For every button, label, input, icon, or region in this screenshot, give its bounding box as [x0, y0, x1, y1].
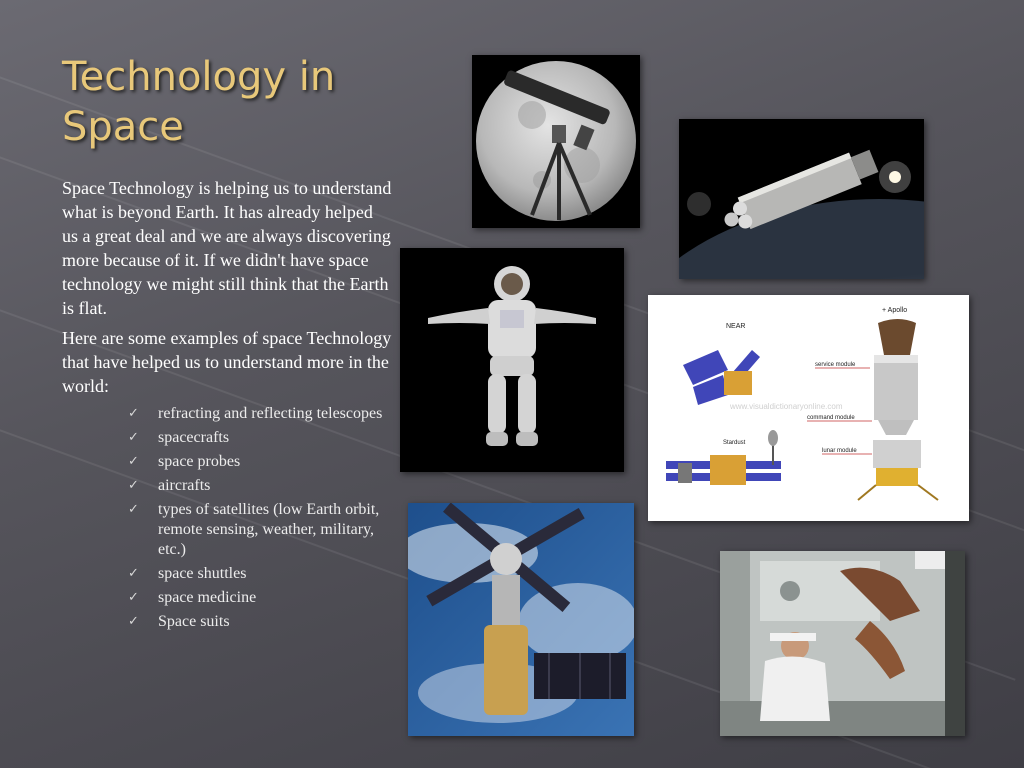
checkmark-icon: ✓	[128, 406, 139, 421]
apollo-spacecraft-icon	[858, 319, 938, 500]
space-medicine-image	[720, 551, 965, 736]
list-item: ✓ space medicine	[128, 589, 257, 606]
checkmark-icon: ✓	[128, 478, 139, 493]
checkmark-icon: ✓	[128, 454, 139, 469]
spacecraft-earth-image	[679, 119, 924, 279]
examples-list	[62, 404, 392, 632]
slide-title: Technology in Space	[62, 54, 336, 150]
list-item: ✓ space shuttles	[128, 565, 247, 582]
list-item: ✓ Space suits	[128, 613, 230, 630]
list-item: ✓ space probes	[128, 453, 241, 470]
spacecraft-diagram-image	[648, 295, 969, 521]
body-text	[62, 176, 392, 636]
astronaut-image	[400, 248, 624, 472]
stardust-probe-icon	[666, 430, 781, 485]
stardust-label: Stardust	[723, 440, 746, 446]
near-label: NEAR	[726, 323, 746, 330]
service-module-label: service module	[815, 362, 856, 368]
list-item: ✓ spacecrafts	[128, 429, 230, 446]
command-module-label: command module	[807, 415, 855, 421]
watermark-label: www.visualdictionaryonline.com	[730, 402, 843, 411]
checkmark-icon: ✓	[128, 614, 139, 629]
telescope-moon-image	[472, 55, 640, 228]
checkmark-icon: ✓	[128, 590, 139, 605]
near-probe-icon	[683, 350, 760, 405]
apollo-label: + Apollo	[882, 307, 908, 314]
checkmark-icon: ✓	[128, 566, 139, 581]
list-item: ✓ aircrafts	[128, 477, 211, 494]
lunar-module-label: lunar module	[822, 448, 857, 454]
examples-paragraph: Here are some examples of space Technology that have helped us to understand more in the world:	[62, 328, 392, 396]
checkmark-icon: ✓	[128, 502, 139, 517]
list-item: ✓ refracting and reflecting telescopes	[128, 405, 383, 422]
list-item: ✓ types of satellites (low Earth orbit, remote sensing, weather, military, etc.)	[128, 501, 380, 558]
space-station-image	[408, 503, 634, 736]
intro-paragraph: Space Technology is helping us to understand what is beyond Earth. It has already helped us a great deal and we are always discovering more because of it. If we didn't have space technology we might still think that the Earth is flat.	[62, 178, 392, 318]
checkmark-icon: ✓	[128, 430, 139, 445]
